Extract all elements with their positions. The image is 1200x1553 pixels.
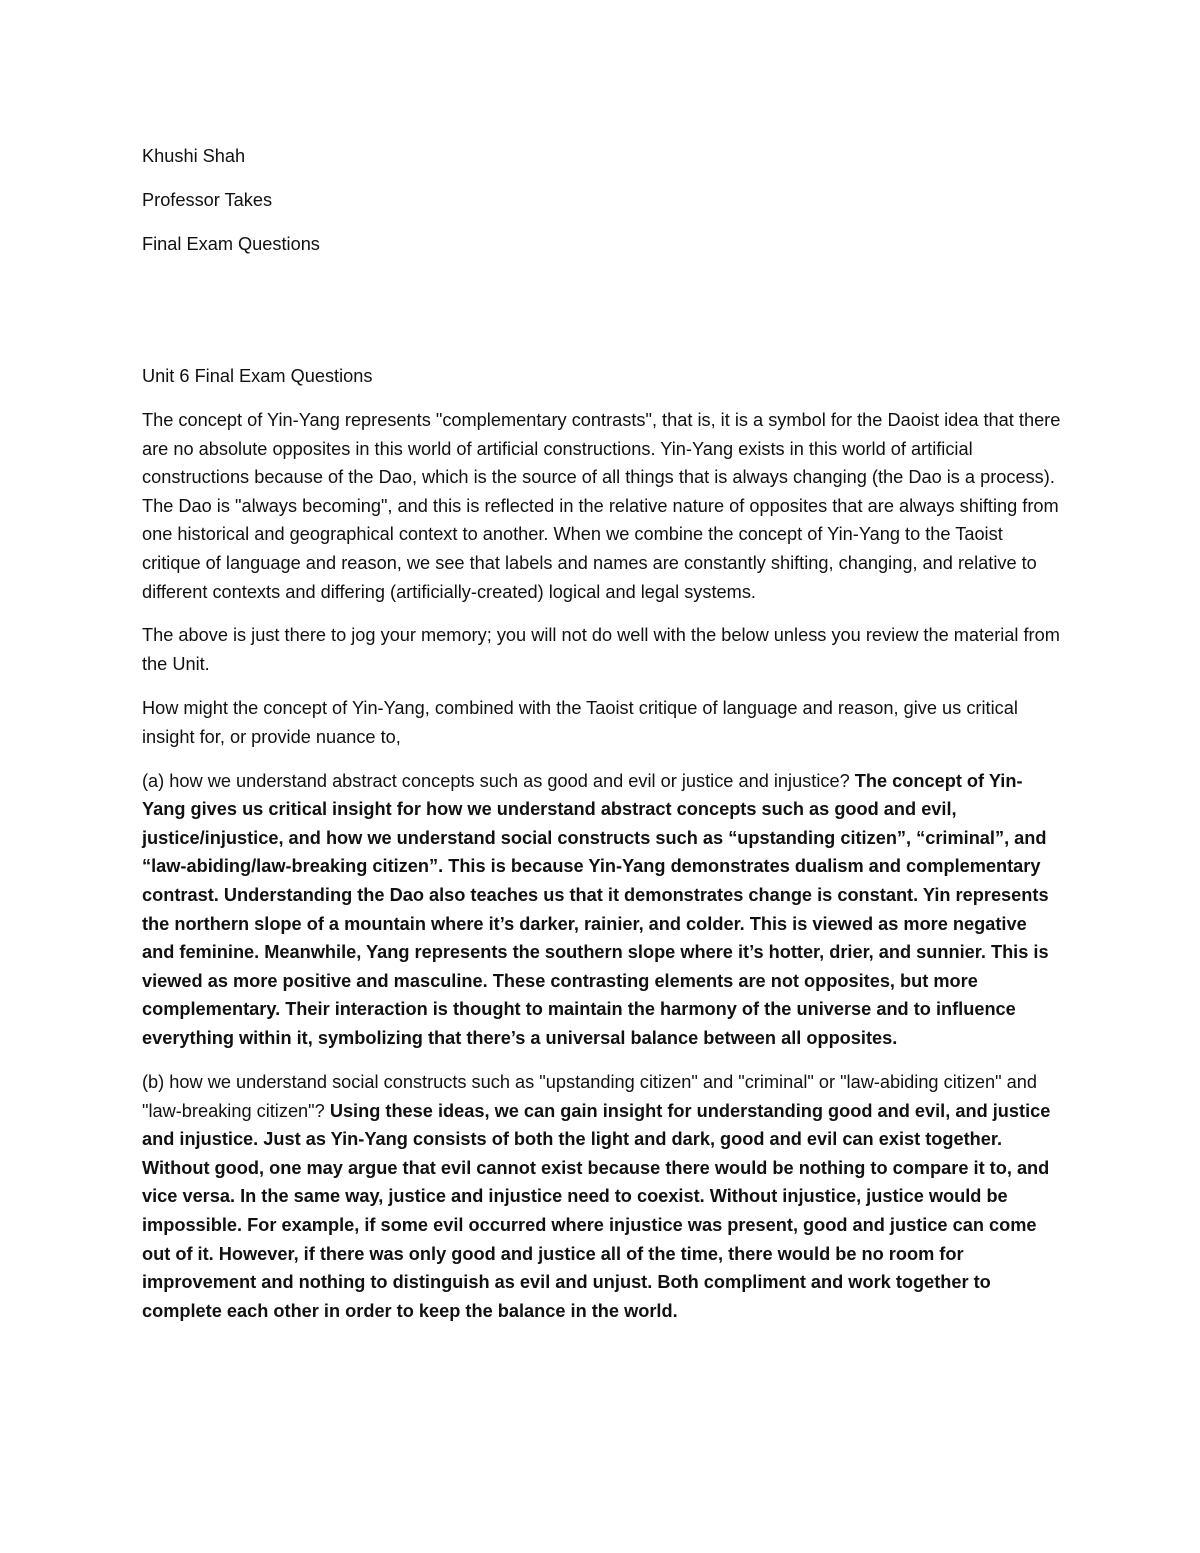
reminder-paragraph: The above is just there to jog your memory; you will not do well with the below unless you review the material from the Unit. bbox=[142, 625, 1060, 675]
part-a-paragraph bbox=[142, 767, 1062, 1053]
student-name: Khushi Shah bbox=[142, 146, 246, 166]
document-body bbox=[142, 142, 1062, 1341]
header-spacer bbox=[142, 274, 1062, 362]
assignment-title: Final Exam Questions bbox=[142, 233, 320, 254]
professor-name: Professor Takes bbox=[142, 189, 273, 210]
intro-paragraph: The concept of Yin-Yang represents "complementary contrasts", that is, it is a symbol for the Daoist idea that there are no absolute opposites in this world of artificial constructions. Yin-Yang exists in this world of artificial constructions because of the Dao, which is the source of all things that is always changing (the Dao is a process). The Dao is "always becoming", and this is reflected in the relative nature of opposites that are always shifting from one historical and geographical context to another. When we combine the concept of Yin-Yang to the Taoist critique of language and reason, we see that labels and names are constantly shifting, changing, and relative to different contexts and differing (artificially-created) logical and legal systems. bbox=[142, 409, 1061, 602]
part-b-question: (b) how we understand social constructs such as "upstanding citizen" and "criminal" or "law-abiding citizen" and "law-breaking citizen"? bbox=[142, 1071, 1038, 1121]
unit-title: Unit 6 Final Exam Questions bbox=[142, 365, 373, 386]
part-b-paragraph bbox=[142, 1068, 1062, 1325]
question-prompt: How might the concept of Yin-Yang, combined with the Taoist critique of language and reason, give us critical insight for, or provide nuance to, bbox=[142, 698, 1018, 747]
part-b-answer: Using these ideas, we can gain insight for understanding good and evil, and justice and injustice. Just as Yin-Yang consists of both the light and dark, good and evil can exist together. Without good, one may argue that evil cannot exist because there would be nothing to compare it to, and vice versa. In the same way, justice and injustice need to coexist. Without injustice, justice would be impossible. For example, if some evil occurred where injustice was present, good and justice can come out of it. However, if there was only good and justice all of the time, there would be no room for improvement and nothing to distinguish as evil and unjust. Both compliment and work together to complete each other in order to keep the balance in the world. bbox=[142, 1100, 1051, 1321]
part-a-answer: The concept of Yin-Yang gives us critical insight for how we understand abstract concepts such as good and evil, justice/injustice, and how we understand social constructs such as “upstanding citizen”, “criminal”, and “law-abiding/law-breaking citizen”. This is because Yin-Yang demonstrates dualism and complementary contrast. Understanding the Dao also teaches us that it demonstrates change is constant. Yin represents the northern slope of a mountain where it’s darker, rainier, and colder. This is viewed as more negative and feminine. Meanwhile, Yang represents the southern slope where it’s hotter, drier, and sunnier. This is viewed as more positive and masculine. These contrasting elements are not opposites, but more complementary. Their interaction is thought to maintain the harmony of the universe and to influence everything within it, symbolizing that there’s a universal balance between all opposites. bbox=[142, 770, 1049, 1048]
part-a-question: (a) how we understand abstract concepts such as good and evil or justice and injustice? bbox=[142, 770, 850, 791]
